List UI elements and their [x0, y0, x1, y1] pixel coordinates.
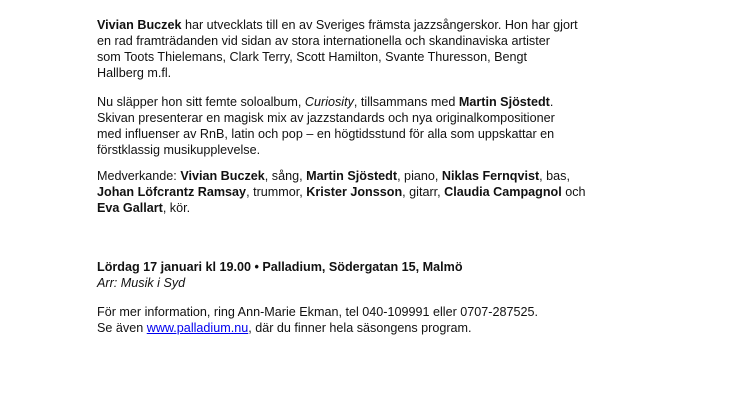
member-name: Martin Sjöstedt: [306, 169, 398, 183]
member-name: Krister Jonsson: [306, 185, 403, 199]
album-text: förstklassig musikupplevelse.: [97, 143, 261, 157]
member-role: och: [561, 185, 586, 199]
album-text: Skivan presenterar en magisk mix av jazzstandards och nya originalkompositioner: [97, 111, 555, 125]
event-paragraph: [97, 259, 657, 291]
event-date-venue: Lördag 17 januari kl 19.00 • Palladium, Södergatan 15, Malmö: [97, 260, 463, 274]
album-text: Nu släpper hon sitt femte soloalbum,: [97, 95, 305, 109]
member-role: , sång,: [264, 169, 307, 183]
member-name: Vivian Buczek: [180, 169, 265, 183]
intro-text: har utvecklats till en av Sveriges främsta jazzsångerskor. Hon har gjort: [181, 18, 578, 32]
album-text: , tillsammans med: [353, 95, 459, 109]
member-role: , trummor,: [246, 185, 307, 199]
credits-lead: Medverkande:: [97, 169, 181, 183]
info-text: Se även: [97, 321, 147, 335]
member-name: Claudia Campagnol: [444, 185, 562, 199]
member-role: , gitarr,: [402, 185, 445, 199]
artist-name: Vivian Buczek: [97, 18, 182, 32]
album-title: Curiosity: [304, 95, 354, 109]
info-text: , där du finner hela säsongens program.: [248, 321, 472, 335]
member-name: Eva Gallart: [97, 201, 163, 215]
album-text: med influenser av RnB, latin och pop – en högtidsstund för alla som uppskattar en: [97, 127, 555, 141]
intro-paragraph: [97, 17, 657, 81]
member-role: , bas,: [539, 169, 570, 183]
intro-text: som Toots Thielemans, Clark Terry, Scott Hamilton, Svante Thuresson, Bengt: [97, 50, 528, 64]
member-name: Johan Löfcrantz Ramsay: [97, 185, 247, 199]
intro-text: en rad framträdanden vid sidan av stora internationella och skandinaviska artister: [97, 34, 550, 48]
credits-paragraph: [97, 168, 657, 216]
intro-text: Hallberg m.fl.: [97, 66, 172, 80]
collaborator-name: Martin Sjöstedt: [458, 95, 550, 109]
member-name: Niklas Fernqvist: [441, 169, 540, 183]
contact-text: För mer information, ring Ann-Marie Ekman, tel 040-109991 eller 0707-287525.: [97, 305, 539, 319]
member-role: , piano,: [397, 169, 442, 183]
info-paragraph: [97, 304, 657, 336]
member-role: , kör.: [162, 201, 191, 215]
website-link[interactable]: www.palladium.nu: [146, 321, 249, 335]
event-arranger: Arr: Musik i Syd: [97, 276, 186, 290]
album-text: .: [549, 95, 554, 109]
album-paragraph: [97, 94, 657, 158]
